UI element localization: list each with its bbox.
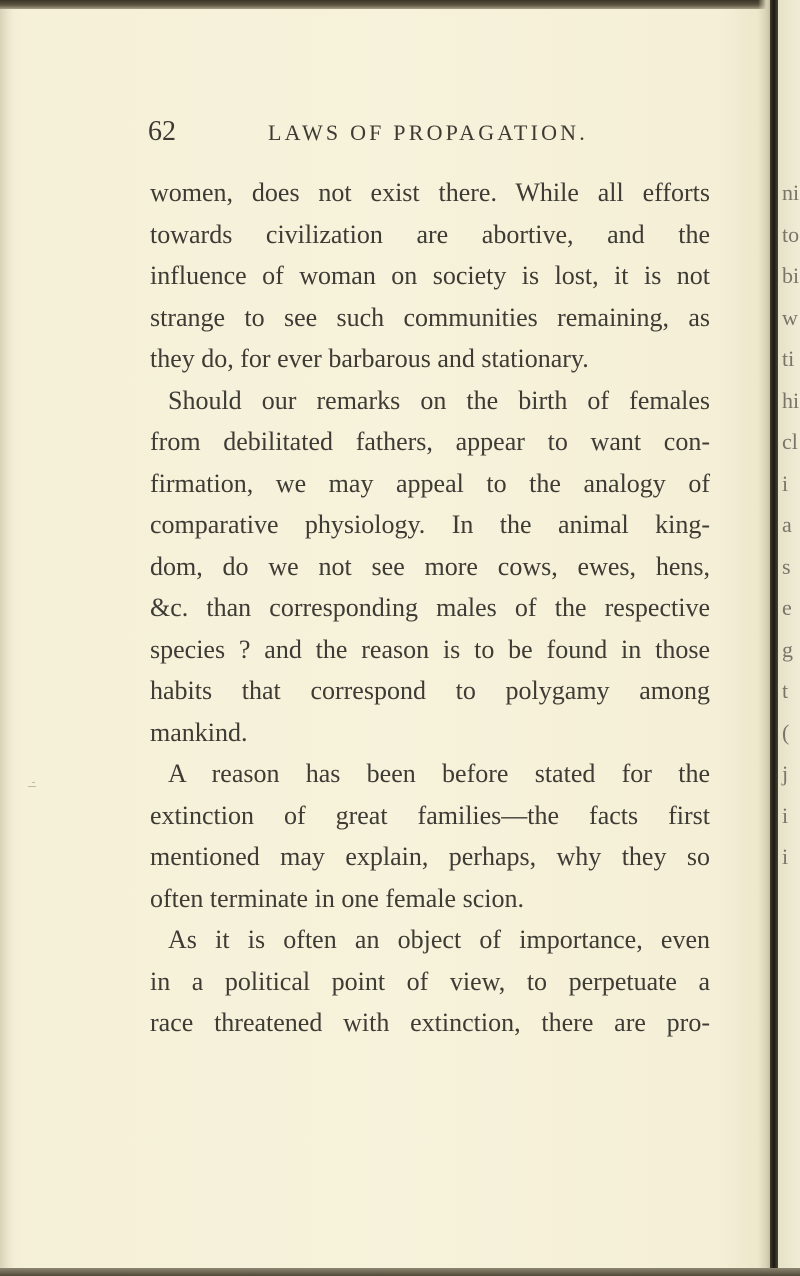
- facing-page-edge: [778, 0, 800, 1276]
- facing-page-fragment: ni: [782, 180, 800, 205]
- text-line: Should our remarks on the birth of females: [168, 385, 710, 415]
- body-text: [150, 172, 710, 1044]
- text-line: extinction of great families—the facts first: [150, 800, 710, 830]
- facing-page-fragment: e: [782, 595, 792, 620]
- text-line: women, does not exist there. While all efforts: [150, 178, 710, 207]
- facing-page-fragment: (: [782, 719, 790, 745]
- left-page-edge: [0, 0, 14, 1276]
- text-line: mentioned may explain, perhaps, why they so: [150, 842, 710, 871]
- running-head: [148, 114, 748, 154]
- text-line: habits that correspond to polygamy among: [150, 676, 710, 705]
- text-line: firmation, we may appeal to the analogy of: [150, 468, 710, 498]
- text-line: influence of woman on society is lost, it is not: [150, 261, 710, 290]
- bottom-page-edge: [0, 1268, 800, 1276]
- text-line: mankind.: [150, 717, 248, 747]
- top-page-edge: [0, 0, 800, 9]
- facing-page-fragment: i: [782, 802, 789, 828]
- ink-speck: [32, 782, 35, 783]
- facing-page-fragment: i: [782, 470, 789, 496]
- facing-page-fragment: t: [782, 678, 789, 703]
- facing-page-fragment: bi: [782, 263, 800, 288]
- facing-page-fragment: i: [782, 844, 789, 869]
- text-line: from debilitated fathers, appear to want con-: [150, 427, 710, 456]
- text-line: in a political point of view, to perpetuate a: [150, 966, 710, 996]
- facing-page-fragment: to: [782, 221, 800, 247]
- text-line: often terminate in one female scion.: [150, 883, 524, 913]
- text-line: they do, for ever barbarous and stationary.: [150, 344, 589, 373]
- facing-page-fragment: cl: [782, 429, 798, 454]
- facing-page-fragment: j: [782, 761, 789, 786]
- facing-page-fragment: a: [782, 512, 792, 537]
- text-line: &c. than corresponding males of the respective: [150, 593, 710, 622]
- ink-speck: [28, 786, 36, 787]
- facing-page-fragment: w: [782, 304, 798, 330]
- running-title: LAWS OF PROPAGATION.: [268, 120, 588, 145]
- facing-page-fragment: hi: [782, 387, 800, 413]
- page-number: 62: [148, 116, 176, 147]
- text-line: strange to see such communities remaining, as: [150, 302, 710, 332]
- text-line: race threatened with extinction, there are pro-: [150, 1008, 710, 1037]
- facing-page-fragment: s: [782, 553, 791, 579]
- facing-page-fragment: ti: [782, 346, 795, 371]
- text-line: A reason has been before stated for the: [168, 759, 710, 788]
- text-line: comparative physiology. In the animal king-: [150, 510, 710, 539]
- book-spine: [770, 0, 778, 1276]
- text-line: towards civilization are abortive, and the: [150, 219, 710, 249]
- facing-page-fragment: g: [782, 636, 793, 662]
- text-line: dom, do we not see more cows, ewes, hens,: [150, 551, 710, 581]
- text-line: As it is often an object of importance, even: [168, 925, 710, 954]
- text-line: species ? and the reason is to be found in those: [150, 634, 710, 664]
